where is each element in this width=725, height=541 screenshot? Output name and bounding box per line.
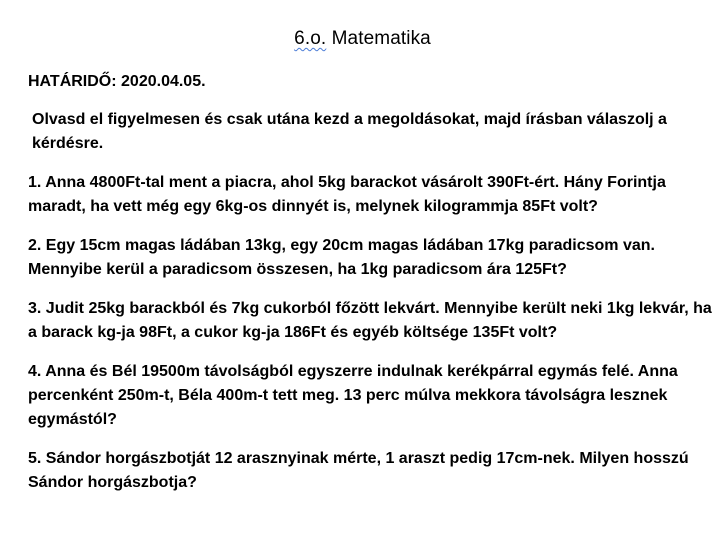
task-4: 4. Anna és Bél 19500m távolságból egyszerre indulnak kerékpárral egymás felé. Anna percenként 250m-t, Béla 400m-t tett meg. 13 perc múlva mekkora távolságra lesznek egymástól? <box>28 363 678 428</box>
title-grade: 6.o. <box>294 28 327 49</box>
task-5: 5. Sándor horgászbotját 12 arasznyinak mérte, 1 araszt pedig 17cm-nek. Milyen hosszú Sándor horgászbotja? <box>28 450 689 491</box>
task-3: 3. Judit 25kg barackból és 7kg cukorból főzött lekvárt. Mennyibe került neki 1kg lekvár, ha a barack kg-ja 98Ft, a cukor kg-ja 186Ft és egyéb költsége 135Ft volt? <box>28 300 712 341</box>
task-1: 1. Anna 4800Ft-tal ment a piacra, ahol 5kg barackot vásárolt 390Ft-ért. Hány Forintja maradt, ha vett még egy 6kg-os dinnyét is, melynek kilogrammja 85Ft volt? <box>28 174 666 215</box>
title-subject: Matematika <box>326 28 431 49</box>
page-title <box>0 28 725 50</box>
document-body <box>28 70 718 510</box>
deadline-text: HATÁRIDŐ: 2020.04.05. <box>28 73 206 90</box>
instructions-text: Olvasd el figyelmesen és csak utána kezd a megoldásokat, majd írásban válaszolj a kérdésre. <box>32 111 667 152</box>
task-2: 2. Egy 15cm magas ládában 13kg, egy 20cm magas ládában 17kg paradicsom van. Mennyibe kerül a paradicsom összesen, ha 1kg paradicsom ára 125Ft? <box>28 237 655 278</box>
